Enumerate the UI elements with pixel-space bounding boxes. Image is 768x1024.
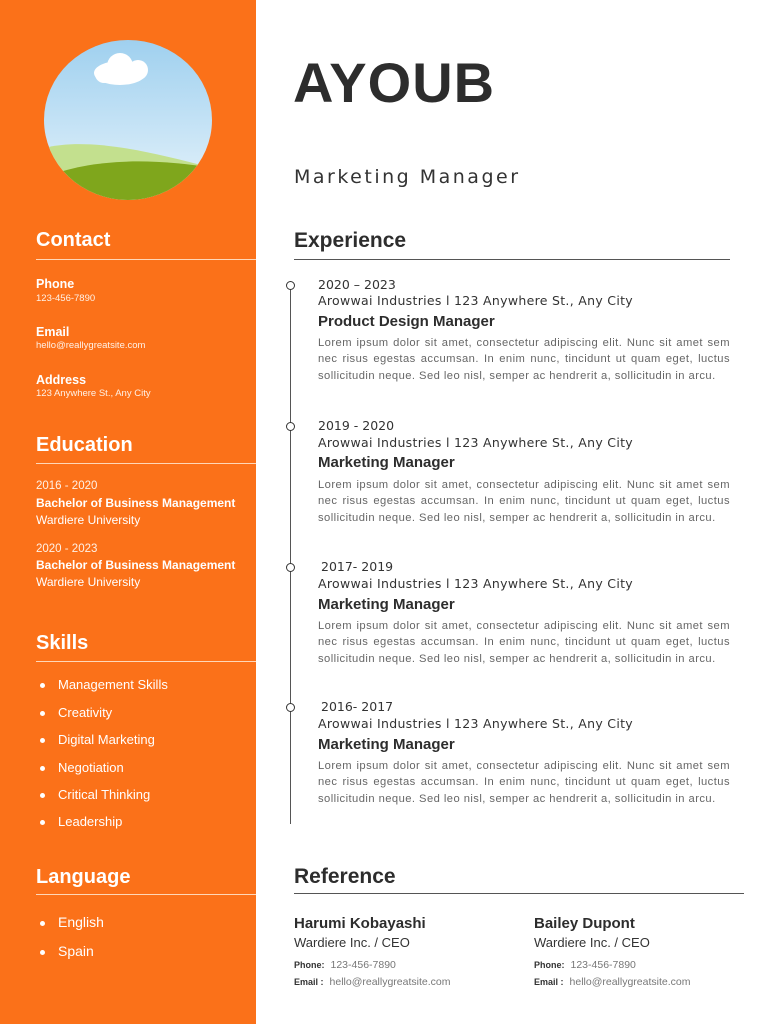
address-value: 123 Anywhere St., Any City — [36, 388, 151, 399]
experience-years: 2017- 2019 — [321, 559, 394, 574]
email-label: Email — [36, 325, 70, 339]
divider — [294, 893, 744, 894]
skill-label: Digital Marketing — [58, 732, 155, 747]
reference-name: Harumi Kobayashi — [294, 915, 426, 932]
bullet-icon — [40, 738, 45, 743]
skill-item — [40, 814, 122, 829]
bullet-icon — [40, 766, 45, 771]
skills-heading: Skills — [36, 632, 89, 654]
reference-phone-label: Phone: — [294, 960, 325, 970]
divider — [36, 661, 256, 662]
skill-item — [40, 705, 112, 720]
reference-phone — [294, 959, 396, 971]
experience-description: Lorem ipsum dolor sit amet, consectetur adipiscing elit. Nunc sit amet sem nec risus egestas accumsan. In enim nunc, tincidunt ut quam eget, luctus sollicitudin neque. Sed leo nisl, semper ac hendrerit a, sollicitudin in arcu. — [318, 337, 730, 382]
email-value: hello@reallygreatsite.com — [36, 340, 146, 351]
experience-heading: Experience — [294, 229, 407, 252]
job-title: Marketing Manager — [294, 166, 521, 188]
experience-years: 2016- 2017 — [321, 699, 394, 714]
reference-phone-label: Phone: — [534, 960, 565, 970]
reference-name: Bailey Dupont — [534, 915, 635, 932]
timeline-dot-icon — [286, 281, 295, 290]
experience-description: Lorem ipsum dolor sit amet, consectetur adipiscing elit. Nunc sit amet sem nec risus egestas accumsan. In enim nunc, tincidunt ut quam eget, luctus sollicitudin neque. Sed leo nisl, semper ac hendrerit a, sollicitudin in arcu. — [318, 760, 730, 805]
reference-email-label: Email : — [294, 977, 324, 987]
experience-description: Lorem ipsum dolor sit amet, consectetur adipiscing elit. Nunc sit amet sem nec risus egestas accumsan. In enim nunc, tincidunt ut quam eget, luctus sollicitudin neque. Sed leo nisl, semper ac hendrerit a, sollicitudin in arcu. — [318, 620, 730, 665]
reference-email — [534, 976, 690, 988]
phone-value: 123-456-7890 — [36, 293, 96, 304]
skill-item — [40, 760, 124, 775]
timeline-dot-icon — [286, 422, 295, 431]
divider — [36, 463, 256, 464]
reference-email — [294, 976, 450, 988]
language-item — [40, 914, 104, 930]
reference-role: Wardiere Inc. / CEO — [294, 935, 410, 950]
education-degree: Bachelor of Business Management — [36, 558, 236, 572]
divider — [36, 259, 256, 260]
divider — [294, 259, 730, 260]
phone-label: Phone — [36, 277, 75, 291]
experience-role: Marketing Manager — [318, 454, 455, 471]
bullet-icon — [40, 820, 45, 825]
reference-phone — [534, 959, 636, 971]
experience-company: Arowwai Industries l 123 Anywhere St., Any City — [318, 576, 633, 591]
bullet-icon — [40, 683, 45, 688]
experience-company: Arowwai Industries l 123 Anywhere St., Any City — [318, 716, 633, 731]
experience-company: Arowwai Industries l 123 Anywhere St., Any City — [318, 293, 633, 308]
experience-role: Marketing Manager — [318, 596, 455, 613]
reference-phone-value: 123-456-7890 — [330, 959, 396, 971]
experience-years: 2019 - 2020 — [318, 418, 395, 433]
bullet-icon — [40, 793, 45, 798]
language-item — [40, 943, 94, 959]
address-label: Address — [36, 373, 87, 387]
reference-email-label: Email : — [534, 977, 564, 987]
language-heading: Language — [36, 866, 131, 888]
reference-email-value: hello@reallygreatsite.com — [329, 976, 451, 988]
skill-label: Critical Thinking — [58, 787, 151, 802]
experience-years: 2020 – 2023 — [318, 277, 396, 292]
skill-label: Management Skills — [58, 677, 168, 692]
timeline-dot-icon — [286, 703, 295, 712]
divider — [36, 894, 256, 895]
experience-company: Arowwai Industries l 123 Anywhere St., Any City — [318, 435, 633, 450]
skill-label: Creativity — [58, 705, 113, 720]
experience-role: Product Design Manager — [318, 313, 495, 330]
experience-description: Lorem ipsum dolor sit amet, consectetur adipiscing elit. Nunc sit amet sem nec risus egestas accumsan. In enim nunc, tincidunt ut quam eget, luctus sollicitudin neque. Sed leo nisl, semper ac hendrerit a, sollicitudin in arcu. — [318, 479, 730, 524]
bullet-icon — [40, 711, 45, 716]
language-label: Spain — [58, 943, 94, 959]
skill-item — [40, 677, 168, 692]
profile-photo — [44, 40, 212, 200]
language-label: English — [58, 914, 104, 930]
education-years: 2016 - 2020 — [36, 480, 98, 492]
timeline-line — [290, 284, 291, 824]
education-school: Wardiere University — [36, 513, 141, 527]
skill-item — [40, 732, 155, 747]
landscape-placeholder-image — [44, 40, 212, 200]
skill-item — [40, 787, 150, 802]
education-years: 2020 - 2023 — [36, 543, 98, 555]
education-school: Wardiere University — [36, 575, 141, 589]
reference-email-value: hello@reallygreatsite.com — [569, 976, 691, 988]
experience-role: Marketing Manager — [318, 736, 455, 753]
education-degree: Bachelor of Business Management — [36, 496, 236, 510]
skill-label: Negotiation — [58, 760, 124, 775]
reference-heading: Reference — [294, 865, 396, 888]
bullet-icon — [40, 921, 45, 926]
reference-role: Wardiere Inc. / CEO — [534, 935, 650, 950]
bullet-icon — [40, 950, 45, 955]
reference-phone-value: 123-456-7890 — [570, 959, 636, 971]
education-heading: Education — [36, 434, 133, 456]
contact-heading: Contact — [36, 229, 111, 251]
timeline-dot-icon — [286, 563, 295, 572]
skill-label: Leadership — [58, 814, 123, 829]
person-name: AYOUB — [293, 51, 496, 114]
sidebar — [0, 0, 256, 1024]
